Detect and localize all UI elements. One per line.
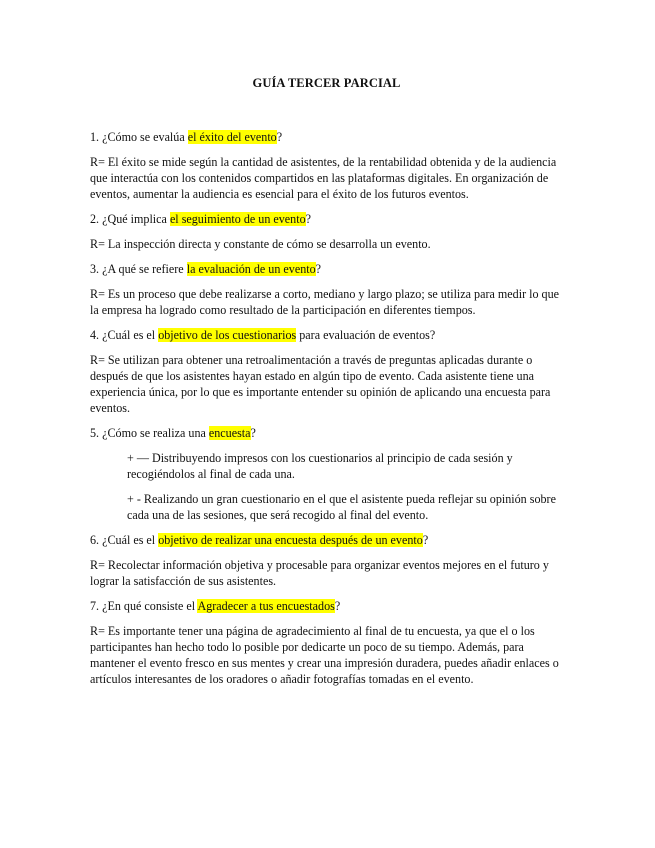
question-4-highlight: objetivo de los cuestionarios — [158, 328, 297, 342]
question-2-prefix: 2. ¿Qué implica — [90, 212, 170, 226]
question-5 — [90, 425, 563, 441]
question-6-highlight: objetivo de realizar una encuesta después de un evento — [158, 533, 423, 547]
question-1-highlight: el éxito del evento — [187, 130, 277, 144]
answer-7: R= Es importante tener una página de agradecimiento al final de tu encuesta, ya que el o los participantes han hecho todo lo posible por dedicarte un poco de su tiempo. Además, para mantener el evento fresco en sus mentes y crear una impresión duradera, puedes añadir enlaces o artículos interesantes de los oradores o añadir fotografías tomadas en el evento. — [90, 624, 559, 686]
question-2 — [90, 211, 563, 227]
answer-5-bullets — [90, 450, 563, 523]
question-3 — [90, 261, 563, 277]
answer-4: R= Se utilizan para obtener una retroalimentación a través de preguntas aplicadas durante o después de que los asistentes hayan estado en algún tipo de evento. Cada asistente tiene una experiencia única, por lo que es importante entender su opinión de aplicando una encuesta para eventos. — [90, 353, 551, 415]
question-1 — [90, 129, 563, 145]
answer-6: R= Recolectar información objetiva y procesable para organizar eventos mejores en el futuro y lograr la satisfacción de sus asistentes. — [90, 558, 549, 588]
answer-3: R= Es un proceso que debe realizarse a corto, mediano y largo plazo; se utiliza para medir lo que la empresa ha logrado como resultado de la participación en diferentes tiempos. — [90, 287, 560, 317]
question-7-suffix: ? — [334, 599, 341, 613]
question-4 — [90, 327, 563, 343]
document-title: GUÍA TERCER PARCIAL — [252, 76, 401, 90]
question-7 — [90, 598, 563, 614]
answer-5-bullet-2: + - Realizando un gran cuestionario en el que el asistente pueda reflejar su opinión sobre cada una de las sesiones, que será recogido al final del evento. — [127, 492, 556, 522]
question-5-suffix: ? — [250, 426, 256, 440]
question-1-prefix: 1. ¿Cómo se evalúa — [90, 130, 188, 144]
question-6-prefix: 6. ¿Cuál es el — [90, 533, 159, 547]
question-3-highlight: la evaluación de un evento — [186, 262, 316, 276]
question-4-prefix: 4. ¿Cuál es el — [90, 328, 159, 342]
answer-1: R= El éxito se mide según la cantidad de asistentes, de la rentabilidad obtenida y de la audiencia que interactúa con los contenidos compartidos en las plataformas digitales. En organización de eventos, aumentar la audiencia es esencial para el éxito de los futuros eventos. — [90, 155, 557, 201]
question-2-highlight: el seguimiento de un evento — [169, 212, 306, 226]
question-1-suffix: ? — [276, 130, 283, 144]
answer-5-bullet-1: + — Distribuyendo impresos con los cuestionarios al principio de cada sesión y recogiéndolos al final de cada una. — [127, 451, 513, 481]
question-5-prefix: 5. ¿Cómo se realiza una — [90, 426, 209, 440]
question-7-prefix: 7. ¿En qué consiste el — [90, 599, 198, 613]
answer-2: R= La inspección directa y constante de cómo se desarrolla un evento. — [90, 237, 431, 251]
question-6 — [90, 532, 563, 548]
question-3-prefix: 3. ¿A qué se refiere — [90, 262, 187, 276]
question-6-suffix: ? — [422, 533, 429, 547]
question-3-suffix: ? — [315, 262, 322, 276]
question-5-highlight: encuesta — [208, 426, 251, 440]
question-7-highlight: Agradecer a tus encuestados — [197, 599, 335, 613]
question-2-suffix: ? — [305, 212, 311, 226]
question-4-suffix: para evaluación de eventos? — [296, 328, 436, 342]
